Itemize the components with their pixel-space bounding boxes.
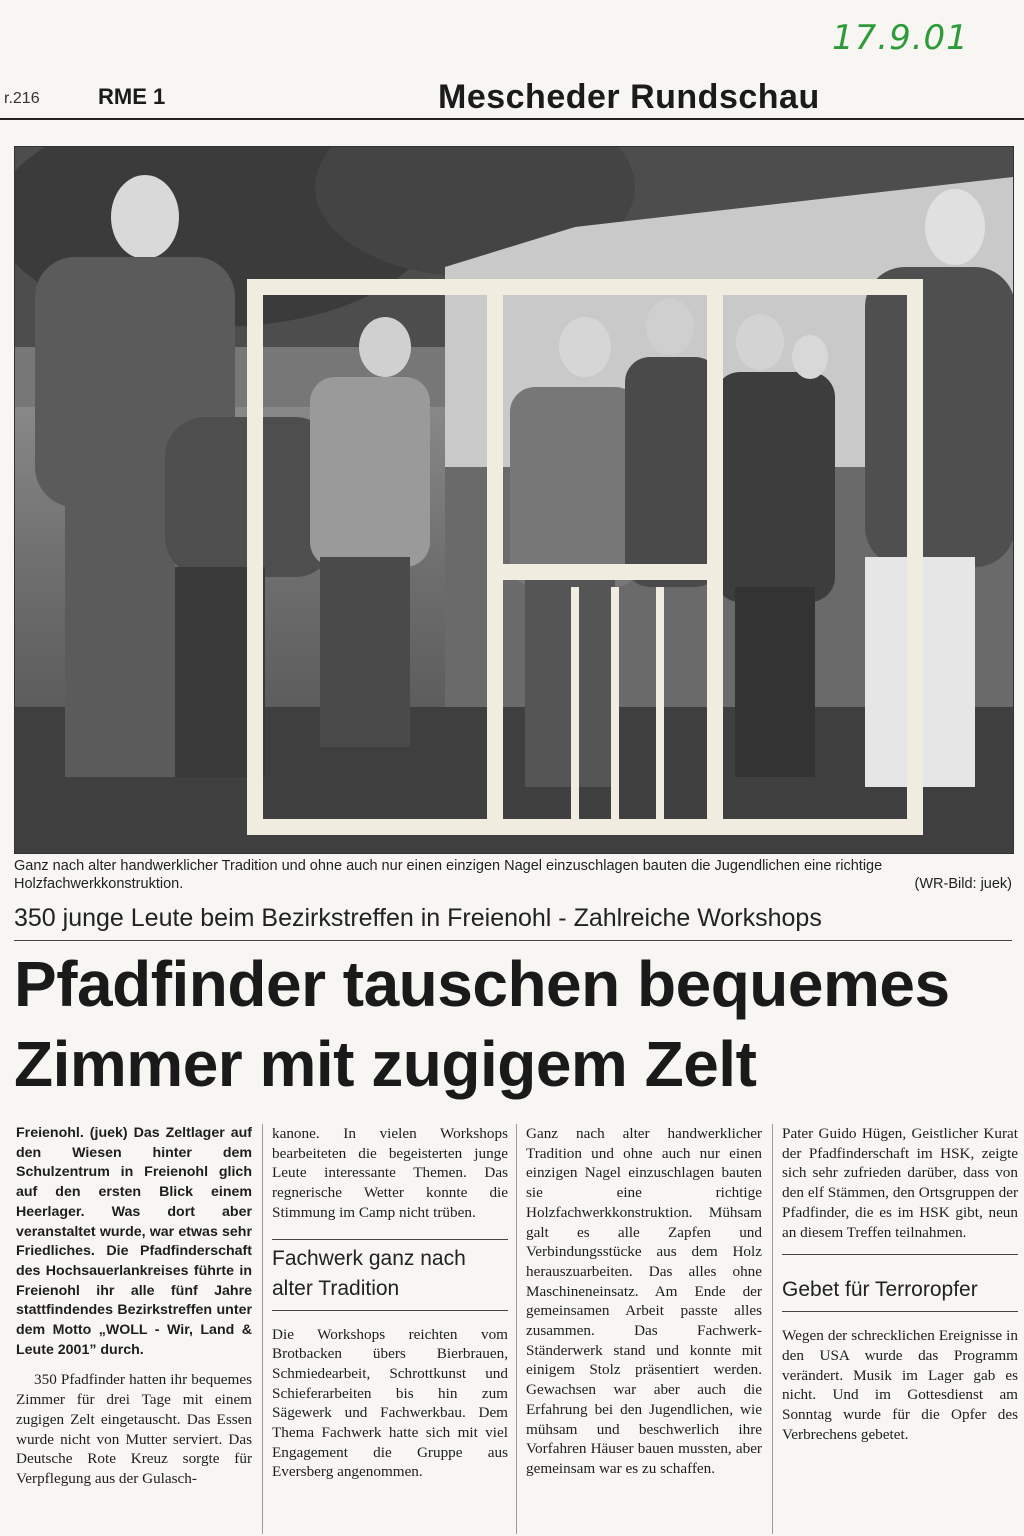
column-divider <box>262 1124 263 1534</box>
body-paragraph: Wegen der schrecklichen Ereignisse in den USA wurde das Programm verändert. Musik im Lager gab es nicht. Und im Gottesdienst am Sonntag wurde für die Opfer des Verbrechens gebetet. <box>782 1327 1018 1443</box>
section-subhead: Fachwerk ganz nach alter Tradition <box>272 1246 466 1300</box>
photo-illustration <box>15 147 1013 853</box>
subhead-rule <box>14 940 1012 941</box>
column-divider <box>516 1124 517 1534</box>
headline-line-2: Zimmer mit zugigem Zelt <box>14 1028 757 1100</box>
column-divider <box>772 1124 773 1534</box>
newspaper-title: Mescheder Rundschau <box>438 78 820 116</box>
handwritten-date: 17.9.01 <box>832 18 969 58</box>
body-paragraph: Die Workshops reichten vom Brotbacken übers Bierbrauen, Schmiedearbeit, Schrottkunst und Schieferarbeiten bis hin zum Sägewerk und Fachwerkbau. Dem Thema Fachwerk hatte sich mit viel Engagement die Gruppe aus Eversberg angenommen. <box>272 1325 508 1481</box>
page-number: r.216 <box>4 90 40 107</box>
article-photo <box>14 146 1014 854</box>
body-paragraph: 350 Pfadfinder hatten ihr bequemes Zimmer für drei Tage mit einem zugigen Zelt eingetauscht. Das Essen wurde nicht von Mutter serviert. Das Deutsche Rote Kreuz sorgte für Verpflegung aus der Gulasch- <box>16 1371 252 1487</box>
edition-label: RME 1 <box>98 84 166 109</box>
article-headline <box>14 944 1014 1104</box>
article-column-2 <box>272 1124 508 1482</box>
caption-text: Ganz nach alter handwerklicher Tradition und ohne auch nur einen einzigen Nagel einzuschlagen bauten die Jugendlichen eine richtige Holzfachwerkkonstruktion. <box>14 858 883 892</box>
article-column-3 <box>526 1124 762 1479</box>
section-subhead: Gebet für Terroropfer <box>782 1278 978 1302</box>
article-subheadline: 350 junge Leute beim Bezirkstreffen in Freienohl - Zahlreiche Workshops <box>14 904 822 932</box>
photo-caption <box>14 857 1012 893</box>
article-column-1 <box>16 1124 252 1489</box>
section-rule <box>782 1254 1018 1255</box>
section-rule <box>272 1310 508 1311</box>
lead-paragraph: Freienohl. (juek) Das Zeltlager auf den Wiesen hinter dem Schulzentrum in Freienohl glich auf den ersten Blick einem Heerlager. Was dort aber veranstaltet wurde, war etwas sehr Friedliches. Die Pfadfinderschaft des Hochsauerlankreises führte in Freienohl ihr alle fünf Jahre stattfindendes Bezirkstreffen unter dem Motto „WOLL - Wir, Land & Leute 2001” durch. <box>16 1125 252 1358</box>
body-paragraph: Pater Guido Hügen, Geistlicher Kurat der Pfadfinderschaft im HSK, zeigte sich sehr zufrieden darüber, dass von den elf Stämmen, den Ortsgruppen der Pfadfinder, die es im HSK gibt, neun an diesem Treffen teilnahmen. <box>782 1125 1018 1241</box>
section-rule <box>782 1311 1018 1312</box>
body-paragraph: Ganz nach alter handwerklicher Tradition und ohne auch nur einen einzigen Nagel einzuschlagen bauten sie eine richtige Holzfachwerkkonstruktion. Mühsam galt es alle Zapfen und Verbindungsstücke aus dem Holz herauszuarbeiten. Das alles ohne Maschineneinsatz. Am Ende der gemeinsamen Arbeit passte alles zusammen. Das Fachwerk-Ständerwerk stand und konnte mit einigem Stolz präsentiert werden. Gewachsen war aber auch die Erfahrung bei den Jugendlichen, wie mühsam und beschwerlich ihre Vorfahren Häuser bauen mussten, aber gemeinsam war es zu schaffen. <box>526 1125 762 1477</box>
header-rule <box>0 118 1024 120</box>
article-column-4 <box>782 1124 1018 1444</box>
body-paragraph: kanone. In vielen Workshops bearbeiteten die begeisterten junge Leute interessante Themen. Das regnerische Wetter konnte die Stimmung im Camp nicht trüben. <box>272 1125 508 1221</box>
page-header <box>0 78 1024 118</box>
headline-line-1: Pfadfinder tauschen bequemes <box>14 948 950 1020</box>
photo-credit: (WR-Bild: juek) <box>914 876 1012 892</box>
section-rule <box>272 1239 508 1240</box>
